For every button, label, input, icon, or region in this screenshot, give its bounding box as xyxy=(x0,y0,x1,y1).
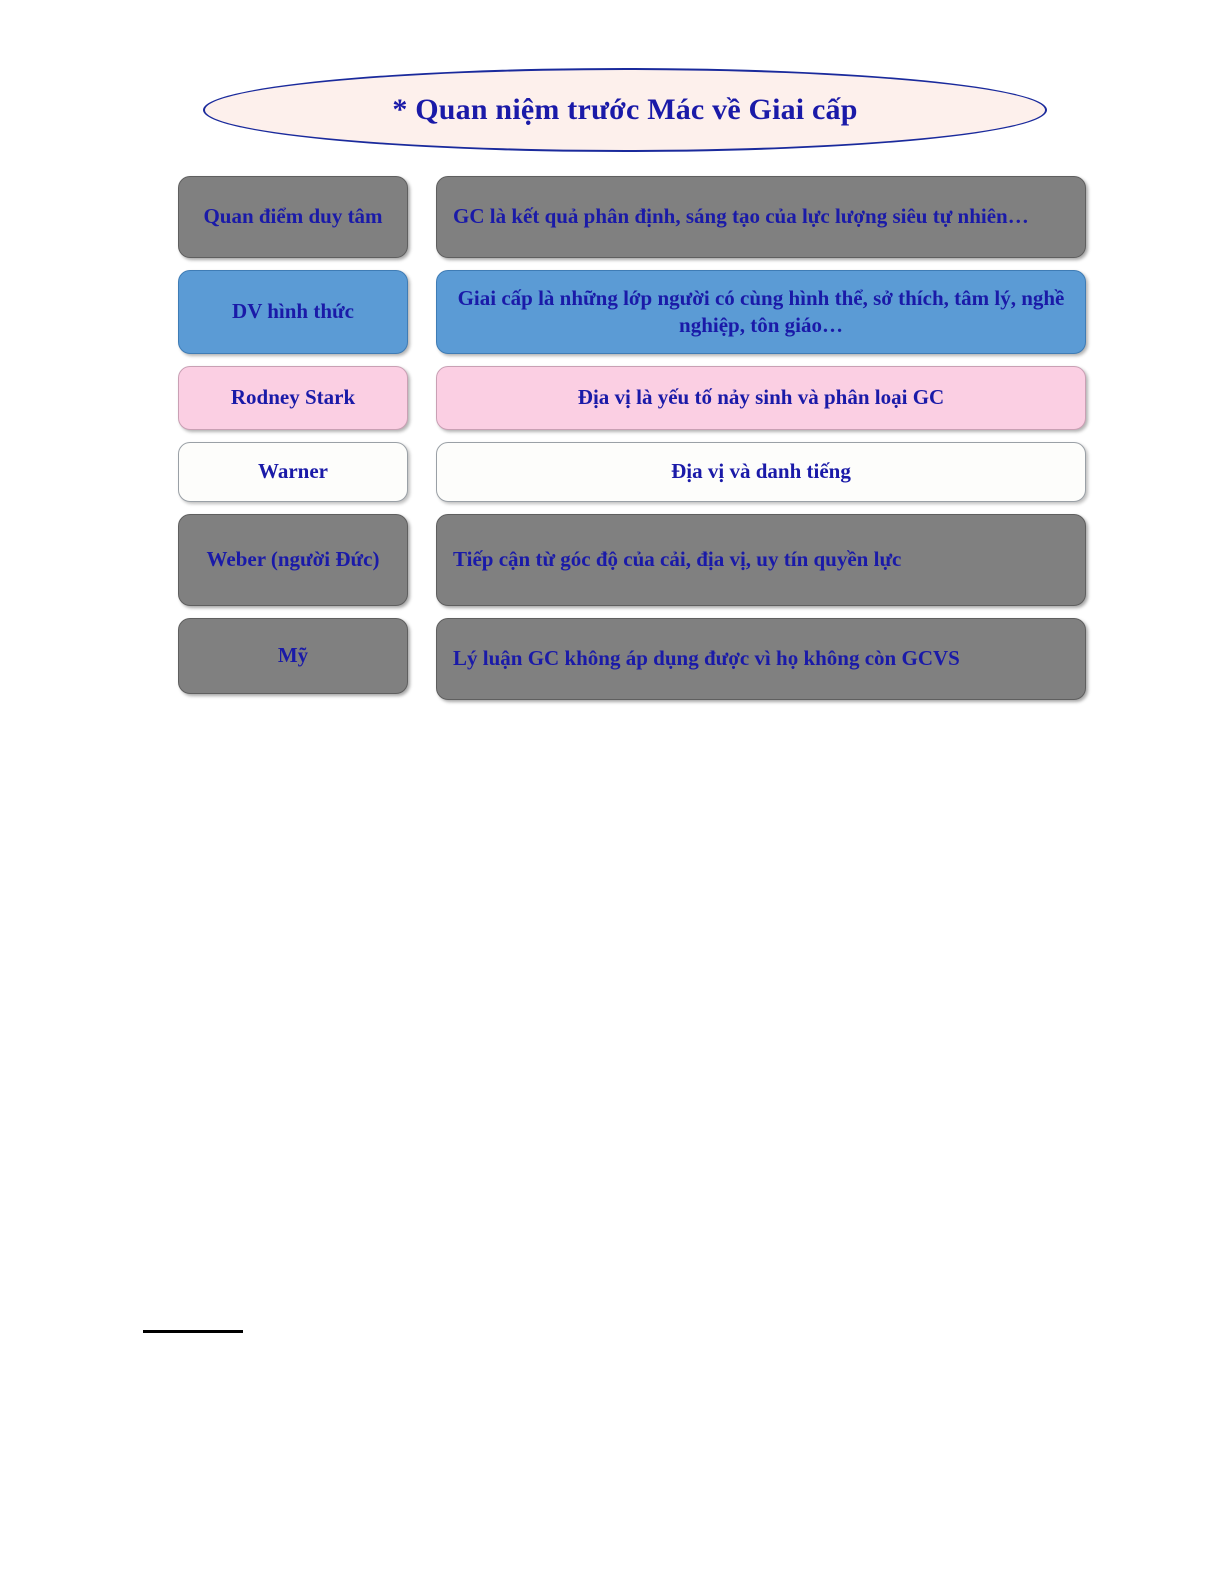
diagram-row xyxy=(0,176,1225,258)
row-content-text: GC là kết quả phân định, sáng tạo của lực lượng siêu tự nhiên… xyxy=(453,204,1029,229)
row-label-text: Rodney Stark xyxy=(230,385,356,410)
row-label-text: Warner xyxy=(258,459,328,484)
diagram-row xyxy=(0,270,1225,354)
row-label-dv-hinh-thuc[interactable] xyxy=(178,270,408,354)
slide-title-ellipse xyxy=(203,68,1047,152)
page-title: * Quan niệm trước Mác về Giai cấp xyxy=(392,93,858,126)
footer-divider xyxy=(143,1330,243,1333)
diagram-row xyxy=(0,442,1225,502)
row-label-warner[interactable] xyxy=(178,442,408,502)
row-content-text: Địa vị và danh tiếng xyxy=(671,459,851,484)
diagram-row xyxy=(0,514,1225,606)
row-content-dv-hinh-thuc[interactable] xyxy=(436,270,1086,354)
row-label-text: DV hình thức xyxy=(232,299,354,324)
row-content-my[interactable] xyxy=(436,618,1086,700)
row-content-text: Địa vị là yếu tố nảy sinh và phân loại GC xyxy=(577,385,945,410)
row-label-rodney-stark[interactable] xyxy=(178,366,408,430)
row-label-weber[interactable] xyxy=(178,514,408,606)
row-label-my[interactable] xyxy=(178,618,408,694)
row-content-warner[interactable] xyxy=(436,442,1086,502)
diagram-rows xyxy=(0,176,1225,712)
row-label-quan-diem-duy-tam[interactable] xyxy=(178,176,408,258)
row-content-text: Giai cấp là những lớp người có cùng hình thể, sở thích, tâm lý, nghề nghiệp, tôn giáo… xyxy=(457,285,1065,337)
row-label-text: Weber (người Đức) xyxy=(206,547,380,572)
row-label-text: Quan điểm duy tâm xyxy=(203,204,383,229)
row-content-text: Tiếp cận từ góc độ của cải, địa vị, uy tín quyền lực xyxy=(453,547,902,572)
diagram-row xyxy=(0,618,1225,700)
row-label-text: Mỹ xyxy=(277,643,309,668)
diagram-row xyxy=(0,366,1225,430)
row-content-quan-diem-duy-tam[interactable] xyxy=(436,176,1086,258)
row-content-weber[interactable] xyxy=(436,514,1086,606)
row-content-text: Lý luận GC không áp dụng được vì họ không còn GCVS xyxy=(453,646,960,671)
row-content-rodney-stark[interactable] xyxy=(436,366,1086,430)
